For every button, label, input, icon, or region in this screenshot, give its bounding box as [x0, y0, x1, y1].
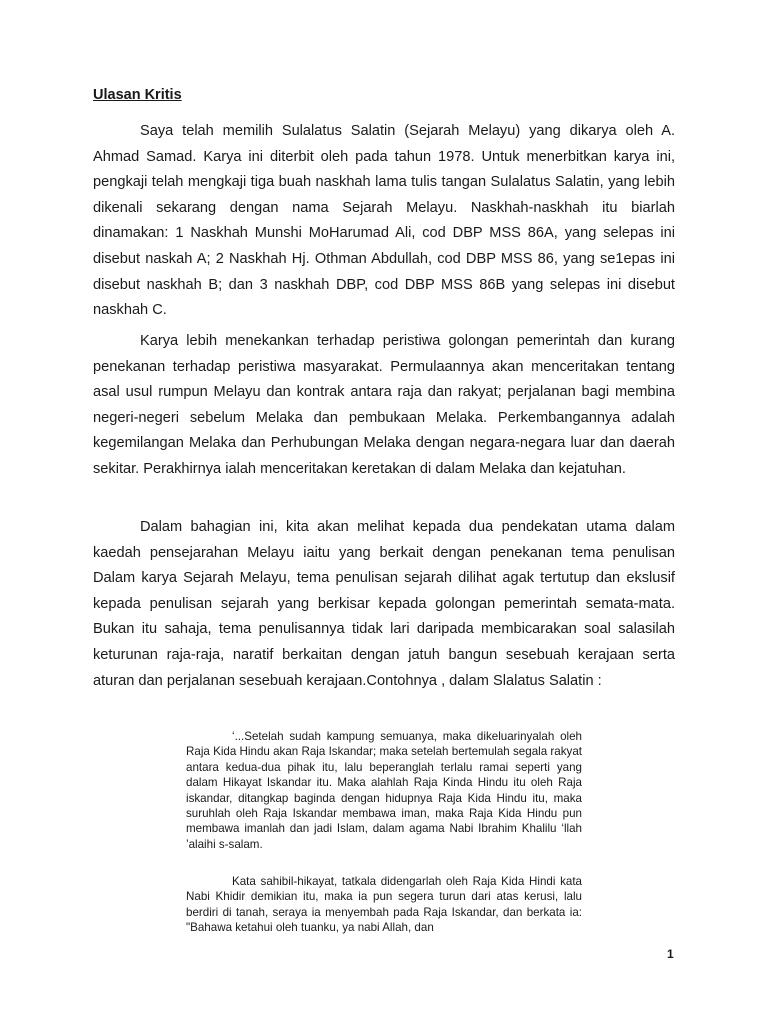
block-quote-1: ‘...Setelah sudah kampung semuanya, maka dikeluarinyalah oleh Raja Kida Hindu akan Raja Iskandar; maka setelah bertemulah segala rakyat antara kedua-dua pihak itu, lalu beperanglah terlalu ramai seperti yang dalam Hikayat Iskandar itu. Maka alahlah Raja Kinda Hindu itu oleh Raja iskandar, ditangkap baginda dengan hidupnya Raja Kida Hindu itu, maka suruhlah oleh Raja Iskandar membawa iman, maka Raja Kida Hindu pun membawa imanlah dan jadi Islam, dalam agama Nabi Ibrahim Khalilu ‘llah ’alaihi s-salam. [186, 730, 582, 851]
paragraph-content-summary: Karya lebih menekankan terhadap peristiwa golongan pemerintah dan kurang penekanan terhadap peristiwa masyarakat. Permulaannya akan menceritakan tentang asal usul rumpun Melayu dan kontrak antara raja dan rakyat; perjalanan bagi membina negeri-negeri sebelum Melaka dan pembukaan Melaka. Perkembangannya adalah kegemilangan Melaka dan Perhubungan Melaka dengan negara-negara luar dan daerah sekitar. Perakhirnya ialah menceritakan keretakan di dalam Melaka dan kejatuhan. [93, 333, 675, 477]
paragraph-historiography: Dalam bahagian ini, kita akan melihat kepada dua pendekatan utama dalam kaedah pensejarahan Melayu iaitu yang berkait dengan penekanan tema penulisan Dalam karya Sejarah Melayu, tema penulisan sejarah dilihat agak tertutup dan ekslusif kepada penulisan sejarah yang berkisar kepada golongan pemerintah semata-mata. Bukan itu sahaja, tema penulisannya tidak lari daripada membicarakan soal salasilah keturunan raja-raja, naratif berkaitan dengan jatuh bangun sesebuah kerajaan serta aturan dan perjalanan sesebuah kerajaan.Contohnya , dalam Slalatus Salatin : [93, 519, 675, 689]
section-heading: Ulasan Kritis [93, 87, 182, 103]
block-quote-2: Kata sahibil-hikayat, tatkala didengarlah oleh Raja Kida Hindi kata Nabi Khidir demikian itu, maka ia pun segera turun dari atas kerusi, lalu berdiri di tanah, seraya ia menyembah pada Raja Iskandar, dan berkata ia: "Bahawa ketahui oleh tuanku, ya nabi Allah, dan [186, 875, 582, 935]
page-number: 1 [667, 947, 674, 961]
paragraph-intro: Saya telah memilih Sulalatus Salatin (Sejarah Melayu) yang dikarya oleh A. Ahmad Samad. Karya ini diterbit oleh pada tahun 1978. Untuk menerbitkan karya ini, pengkaji telah mengkaji tiga buah naskhah lama tulis tangan Sulalatus Salatin, yang lebih dikenali sekarang dengan nama Sejarah Melayu. Naskhah-naskhah itu biarlah dinamakan: 1 Naskhah Munshi MoHarumad Ali, cod DBP MSS 86A, yang selepas ini disebut naskah A; 2 Naskhah Hj. Othman Abdullah, cod DBP MSS 86, yang se1epas ini disebut naskhah B; dan 3 naskhah DBP, cod DBP MSS 86B yang selepas ini disebut naskhah C. [93, 123, 675, 319]
